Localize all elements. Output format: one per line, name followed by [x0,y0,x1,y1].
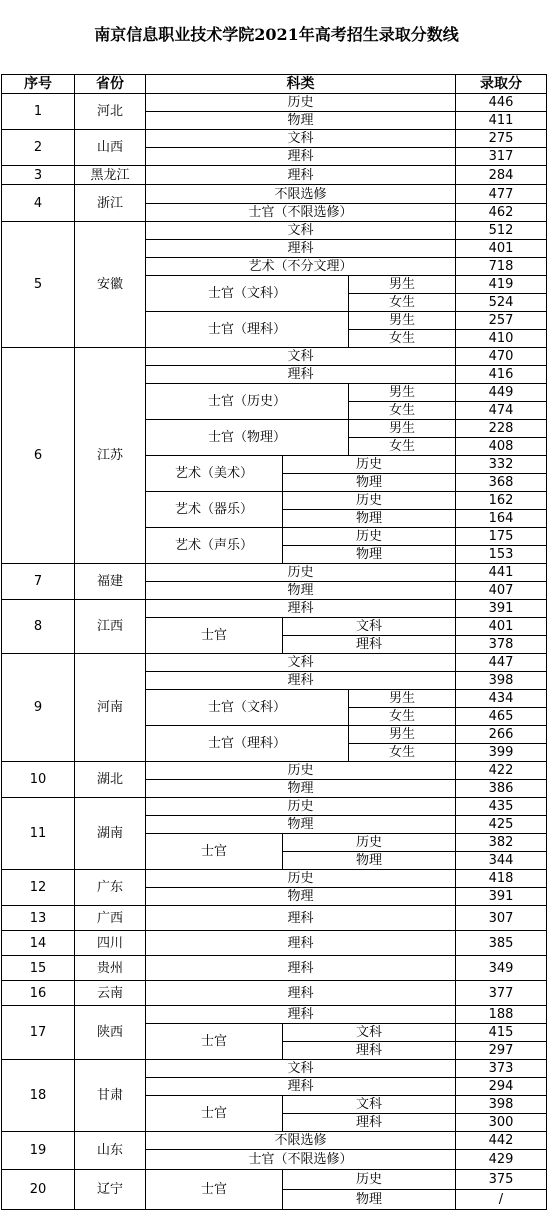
category-cell: 女生 [348,707,456,726]
score-cell: 429 [455,1149,547,1170]
score-cell: 408 [455,437,547,456]
category-cell: 历史 [282,527,456,546]
category-cell: 男生 [348,689,456,708]
score-cell: 266 [455,725,547,744]
category-cell: 理科 [145,930,456,956]
score-cell: 386 [455,779,547,798]
score-cell: 407 [455,581,547,600]
category-cell: 历史 [282,1169,456,1190]
score-cell: 373 [455,1059,547,1078]
category-cell: 物理 [282,509,456,528]
seq-cell: 8 [1,599,75,654]
seq-cell: 15 [1,955,75,981]
province-cell: 甘肃 [74,1059,146,1132]
province-cell: 河北 [74,93,146,130]
province-cell: 河南 [74,653,146,762]
province-cell: 山东 [74,1131,146,1170]
province-cell: 陕西 [74,1005,146,1060]
seq-cell: 9 [1,653,75,762]
province-cell: 云南 [74,980,146,1006]
category-cell: 女生 [348,293,456,312]
score-cell: 512 [455,221,547,240]
category-cell: 士官（文科） [145,689,349,726]
score-cell: 410 [455,329,547,348]
score-cell: 470 [455,347,547,366]
score-cell: 164 [455,509,547,528]
score-cell: 425 [455,815,547,834]
category-cell: 物理 [145,779,456,798]
seq-cell: 20 [1,1169,75,1210]
category-cell: 历史 [145,93,456,112]
score-cell: 349 [455,955,547,981]
category-cell: 士官 [145,617,283,654]
category-cell: 物理 [282,1189,456,1210]
category-cell: 理科 [282,635,456,654]
score-cell: 228 [455,419,547,438]
province-cell: 黑龙江 [74,165,146,185]
score-cell: 377 [455,980,547,1006]
category-cell: 物理 [145,111,456,130]
score-cell: 317 [455,147,547,166]
score-cell: 434 [455,689,547,708]
province-cell: 四川 [74,930,146,956]
category-cell: 理科 [145,165,456,185]
category-cell: 不限选修 [145,1131,456,1150]
category-cell: 文科 [282,617,456,636]
seq-cell: 13 [1,905,75,931]
score-cell: 153 [455,545,547,564]
header-score: 录取分 [455,74,547,94]
category-cell: 文科 [145,653,456,672]
category-cell: 士官（不限选修） [145,1149,456,1170]
score-cell: 344 [455,851,547,870]
province-cell: 湖北 [74,761,146,798]
category-cell: 士官 [145,1023,283,1060]
score-cell: 477 [455,184,547,204]
category-cell: 理科 [145,1077,456,1096]
category-cell: 士官（物理） [145,419,349,456]
category-cell: 理科 [145,955,456,981]
category-cell: 理科 [282,1113,456,1132]
category-cell: 物理 [145,581,456,600]
category-cell: 理科 [145,671,456,690]
category-cell: 男生 [348,419,456,438]
score-cell: 391 [455,887,547,906]
category-cell: 理科 [145,980,456,1006]
score-cell: 416 [455,365,547,384]
score-cell: 391 [455,599,547,618]
category-cell: 历史 [282,833,456,852]
score-cell: 297 [455,1041,547,1060]
score-cell: 332 [455,455,547,474]
category-cell: 物理 [282,473,456,492]
score-cell: 447 [455,653,547,672]
score-cell: 368 [455,473,547,492]
score-cell: 411 [455,111,547,130]
category-cell: 理科 [145,365,456,384]
category-cell: 女生 [348,437,456,456]
score-cell: 435 [455,797,547,816]
score-cell: 300 [455,1113,547,1132]
province-cell: 江西 [74,599,146,654]
score-cell: 401 [455,239,547,258]
category-cell: 理科 [145,599,456,618]
score-cell: 449 [455,383,547,402]
seq-cell: 3 [1,165,75,185]
page-title: 南京信息职业技术学院2021年高考招生录取分数线 [94,25,459,44]
score-cell: 378 [455,635,547,654]
category-cell: 历史 [145,869,456,888]
seq-cell: 18 [1,1059,75,1132]
province-cell: 湖南 [74,797,146,870]
category-cell: 物理 [282,851,456,870]
category-cell: 士官（文科） [145,275,349,312]
category-cell: 士官 [145,1095,283,1132]
seq-cell: 10 [1,761,75,798]
category-cell: 文科 [145,347,456,366]
province-cell: 山西 [74,129,146,166]
category-cell: 艺术（器乐） [145,491,283,528]
province-cell: 广东 [74,869,146,906]
category-cell: 文科 [145,129,456,148]
seq-cell: 11 [1,797,75,870]
category-cell: 女生 [348,401,456,420]
seq-cell: 4 [1,184,75,222]
category-cell: 历史 [145,761,456,780]
category-cell: 士官 [145,1169,283,1210]
province-cell: 福建 [74,563,146,600]
province-cell: 浙江 [74,184,146,222]
category-cell: 男生 [348,275,456,294]
seq-cell: 2 [1,129,75,166]
score-cell: 474 [455,401,547,420]
category-cell: 理科 [145,1005,456,1024]
category-cell: 文科 [282,1023,456,1042]
category-cell: 不限选修 [145,184,456,204]
category-cell: 艺术（声乐） [145,527,283,564]
seq-cell: 7 [1,563,75,600]
seq-cell: 14 [1,930,75,956]
seq-cell: 12 [1,869,75,906]
category-cell: 女生 [348,329,456,348]
score-cell: 307 [455,905,547,931]
category-cell: 士官（理科） [145,311,349,348]
province-cell: 贵州 [74,955,146,981]
score-cell: 382 [455,833,547,852]
category-cell: 文科 [282,1095,456,1114]
category-cell: 文科 [145,1059,456,1078]
category-cell: 士官（理科） [145,725,349,762]
seq-cell: 1 [1,93,75,130]
category-cell: 理科 [145,239,456,258]
category-cell: 男生 [348,383,456,402]
seq-cell: 6 [1,347,75,564]
score-cell: 385 [455,930,547,956]
category-cell: 男生 [348,725,456,744]
province-cell: 江苏 [74,347,146,564]
province-cell: 广西 [74,905,146,931]
score-cell: 419 [455,275,547,294]
category-cell: 男生 [348,311,456,330]
category-cell: 物理 [145,887,456,906]
score-cell: 175 [455,527,547,546]
category-cell: 士官（历史） [145,383,349,420]
score-cell: 284 [455,165,547,185]
score-cell: 399 [455,743,547,762]
seq-cell: 5 [1,221,75,348]
category-cell: 历史 [145,563,456,582]
score-cell: 415 [455,1023,547,1042]
category-cell: 女生 [348,743,456,762]
header-province: 省份 [74,74,146,94]
score-cell: 462 [455,203,547,222]
header-seq: 序号 [1,74,75,94]
category-cell: 历史 [145,797,456,816]
score-cell: 275 [455,129,547,148]
score-cell: 418 [455,869,547,888]
score-cell: 422 [455,761,547,780]
score-cell: 524 [455,293,547,312]
score-cell: 398 [455,1095,547,1114]
category-cell: 物理 [145,815,456,834]
score-cell: 375 [455,1169,547,1190]
score-cell: 294 [455,1077,547,1096]
category-cell: 士官（不限选修） [145,203,456,222]
province-cell: 安徽 [74,221,146,348]
category-cell: 历史 [282,491,456,510]
score-cell: 465 [455,707,547,726]
seq-cell: 17 [1,1005,75,1060]
score-cell: 188 [455,1005,547,1024]
score-cell: 446 [455,93,547,112]
category-cell: 艺术（不分文理） [145,257,456,276]
seq-cell: 19 [1,1131,75,1170]
province-cell: 辽宁 [74,1169,146,1210]
seq-cell: 16 [1,980,75,1006]
score-cell: 257 [455,311,547,330]
category-cell: 理科 [282,1041,456,1060]
category-cell: 士官 [145,833,283,870]
score-cell: 401 [455,617,547,636]
header-category: 科类 [145,74,456,94]
category-cell: 历史 [282,455,456,474]
category-cell: 文科 [145,221,456,240]
score-cell: 162 [455,491,547,510]
score-cell: 398 [455,671,547,690]
score-cell: 442 [455,1131,547,1150]
score-cell: 718 [455,257,547,276]
score-cell: 441 [455,563,547,582]
category-cell: 艺术（美术） [145,455,283,492]
category-cell: 理科 [145,147,456,166]
score-cell: / [455,1189,547,1210]
category-cell: 理科 [145,905,456,931]
category-cell: 物理 [282,545,456,564]
